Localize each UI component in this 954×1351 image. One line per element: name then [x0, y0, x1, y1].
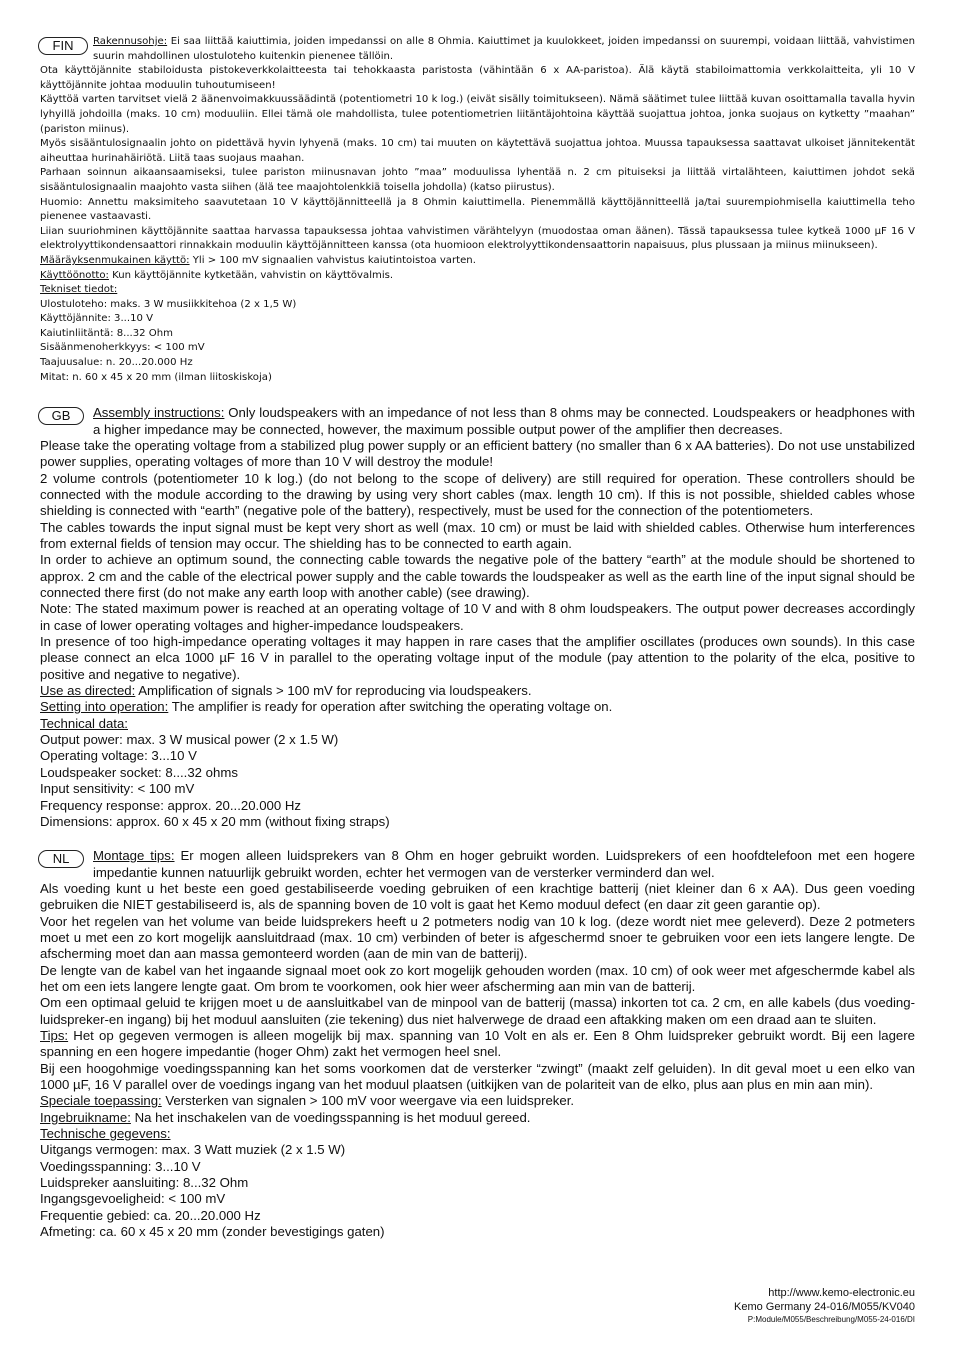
paragraph: Huomio: Annettu maksimiteho saavutetaan 10 V käyttöjännitteellä ja 8 Ohmin kaiuttimella. Pienemmällä käyttöjännitteellä ja/tai suurempiohmisella kaiuttimella teho pienenee vastaavasti.: [40, 196, 915, 223]
paragraph: Myös sisääntulosignaalin johto on pidettävä hyvin lyhyenä (maks. 10 cm) tai muuten on käytettävä suojattua johtoa. Muussa tapauksessa saattavat ulkoiset jännitekentät aiheuttaa hurinahäiriötä. Liitä taas suojaus maahan.: [40, 138, 915, 164]
tech-line: Voedingsspanning: 3...10 V: [40, 1158, 201, 1174]
tech-line: Taajuusalue: n. 20...20.000 Hz: [40, 357, 193, 369]
paragraph: [40, 1110, 915, 1126]
footer-company: Kemo Germany 24-016/M055/KV040: [734, 1301, 915, 1313]
paragraph-text: Only loudspeakers with an impedance of not less than 8 ohms may be connected. Loudspeakers or headphones with a higher impedance may be connected, however, the maximum possible output power of the amplifier then decreases.: [93, 405, 916, 437]
language-badge-fin: FIN: [38, 37, 88, 55]
paragraph: Note: The stated maximum power is reached at an operating voltage of 10 V and with 8 ohm loudspeakers. The output power decreases accordingly in case of lower operating voltages and higher-impedance loudspeakers.: [40, 601, 915, 633]
heading-label: Ingebruikname:: [40, 1109, 131, 1125]
tech-line: Ulostuloteho: maks. 3 W musiikkitehoa (2 x 1,5 W): [40, 298, 297, 310]
paragraph-text: Na het inschakelen van de voedingsspanning is het moduul gereed.: [130, 1109, 531, 1125]
tech-line: Luidspreker aansluiting: 8...32 Ohm: [40, 1175, 249, 1191]
paragraph: Ota käyttöjännite stabiloidusta pistokeverkkolaitteesta tai tehokkaasta paristosta (vähintään 6 x AA-paristoa). Älä käytä stabiloimattomia verkkolaitteita, yli 10 V käyttöjännite johtaa moduulin tuhoutumiseen!: [40, 65, 915, 91]
paragraph-text: Het op gegeven vermogen is alleen mogelijk bij max. spanning van 10 Volt en als er. Een 8 Ohm luidspreker gebruikt wordt. Bij een lagere spanning en een hogere impedantie (hoger Ohm) zakt het vermogen heel snel.: [40, 1027, 915, 1060]
paragraph: [40, 1028, 915, 1061]
document-page: [40, 35, 915, 1240]
heading-label: Assembly instructions:: [93, 405, 225, 421]
heading-label: Rakennusohje:: [93, 36, 168, 47]
tech-line: Mitat: n. 60 x 45 x 20 mm (ilman liitoskiskoja): [40, 371, 272, 383]
paragraph: [40, 1093, 915, 1109]
footer-path: P:Module/M055/Beschreibung/M055-24-016/DI: [747, 1315, 915, 1324]
heading-label: Määräyksenmukainen käyttö:: [40, 254, 190, 266]
paragraph-text: Versterken van signalen > 100 mV voor weergave via een luidspreker.: [161, 1093, 575, 1109]
tech-line: Output power: max. 3 W musical power (2 x 1.5 W): [40, 732, 339, 748]
paragraph: [40, 683, 915, 699]
tech-heading: Tekniset tiedot:: [40, 284, 118, 296]
paragraph: [40, 35, 915, 64]
paragraph: In presence of too high-impedance operating voltages it may happen in rare cases that the amplifier oscillates (produces own sounds). In this case please connect an elca 1000 µF 16 V in parallel to the operating voltage input of the module (pay attention to the polarity of the elca, positive to positive and negative to negative).: [40, 634, 915, 682]
tech-line: Afmeting: ca. 60 x 45 x 20 mm (zonder bevestigings gaten): [40, 1224, 385, 1240]
paragraph: [40, 848, 915, 881]
heading-label: Speciale toepassing:: [40, 1093, 162, 1109]
paragraph: De lengte van de kabel van het ingaande signaal moet ook zo kort mogelijk gehouden worden (max. 10 cm) of ook weer met afgeschermde kabel als het om een iets langere lengte gaat. Om brom te voorkomen, ook hier weer afscherming aan min van de batterij.: [40, 962, 915, 994]
tech-line: Input sensitivity: < 100 mV: [40, 781, 195, 797]
paragraph: In order to achieve an optimum sound, the connecting cable towards the negative pole of the battery “earth” at the module should be shortened to approx. 2 cm and the cable of the electrical power supply and the cable towards the loudspeaker as well as the earth line of the input signal should be connected there first (do not make any earth loop with another cable) (see drawing).: [40, 552, 915, 601]
paragraph: Please take the operating voltage from a stabilized plug power supply or an efficient battery (no smaller than 6 x AA batteries). Do not use unstabilized power supplies, operating voltages of more than 10 V will destroy the module!: [40, 437, 915, 470]
paragraph: The cables towards the input signal must be kept very short as well (max. 10 cm) or must be laid with shielded cables. Otherwise hum interferences from external fields of tension may occur. The shielding has to be connected to earth again.: [40, 519, 915, 551]
paragraph: [40, 699, 915, 715]
paragraph-text: Amplification of signals > 100 mV for reproducing via loudspeakers.: [135, 683, 532, 699]
heading-label: Use as directed:: [40, 683, 136, 699]
paragraph-text: Ei saa liittää kaiuttimia, joiden impedanssi on alle 8 Ohmia. Kaiuttimet ja kuulokkeet, joiden impedanssi on suurempi, voidaan liittää, vahvistimen suurin mahdollinen ulostuloteho kuitenkin pienenee tällöin.: [93, 36, 915, 62]
tech-line: Kaiutinliitäntä: 8...32 Ohm: [40, 327, 173, 339]
language-badge-nl: NL: [38, 850, 84, 868]
paragraph: Parhaan soinnun aikaansaamiseksi, tulee pariston miinusnavan johto ”maa” moduulissa lyhentää n. 2 cm pituiseksi ja liittää virtalähteen, kaiuttimen johdot sekä sisääntulosignaalin maajohto vasta siihen (älä tee maajohtolenkkiä toisella johdolla) (katso piirustus).: [40, 167, 915, 193]
heading-label: Montage tips:: [93, 848, 175, 864]
paragraph-text: Yli > 100 mV signaalien vahvistus kaiutintoistoa varten.: [189, 254, 476, 266]
paragraph: Als voeding kunt u het beste een goed gestabiliseerde voeding gebruiken of een krachtige batterij (niet kleiner dan 6 x AA). Dus geen voeding gebruiken die NIET gestabiliseerd is, als de spanning boven de 10 volt is gaat het Kemo moduul defect (en daar zit geen garantie op).: [40, 880, 915, 913]
tech-line: Uitgangs vermogen: max. 3 Watt muziek (2 x 1.5 W): [40, 1142, 346, 1158]
tech-heading: Technical data:: [40, 715, 128, 731]
paragraph-text: Er mogen alleen luidsprekers van 8 Ohm en hoger gebruikt worden. Luidsprekers of een hoofdtelefoon met een hogere impedantie kunnen natuurlijk gebruikt worden, echter het vermogen van de versterker verminderd dan wel.: [93, 848, 915, 880]
paragraph: Liian suuriohminen käyttöjännite saattaa harvassa tapauksessa johtaa vahvistimen värähtelyyn (muodostaa oman äänen). Tässä tapauksessa tulee kytkeä 1000 µF 16 V elektrolyyttikondensaattori rinnakkain moduulin käyttöjännitteen kanssa (ota huomioon elektrolyyttikondensaattorin napaisuus, plus plussaan ja miinus miinukseen).: [40, 225, 915, 252]
language-badge-gb: GB: [38, 407, 84, 425]
tech-line: Käyttöjännite: 3...10 V: [40, 313, 154, 325]
paragraph: Käyttöä varten tarvitset vielä 2 äänenvoimakkuussäädintä (potentiometri 10 k log.) (eivät sisälly toimitukseen). Nämä säätimet tulee liittää kuvan osoittamalla tavalla hyvin lyhyillä johdoilla (maks. 10 cm) moduuliin. Ellei tämä ole mahdollista, tulee potentiometrien liitäntäjohtoina käyttää suojattua johtoa, jonka suojaus on kytketty ”maahan” (pariston miinus).: [40, 94, 915, 135]
paragraph: Bij een hoogohmige voedingsspanning kan het soms voorkomen dat de versterker “zwingt” (maakt zelf geluiden). In dit geval moet u een elko van 1000 µF, 16 V parallel over de voedings ingang van het moduul plaatsen (uitkijken van de polariteit van de elko, plus aan plus en min aan min).: [40, 1060, 915, 1092]
footer: [734, 1286, 915, 1326]
tech-line: Dimensions: approx. 60 x 45 x 20 mm (without fixing straps): [40, 813, 390, 829]
tech-line: Frequency response: approx. 20...20.000 Hz: [40, 797, 301, 813]
tech-line: Loudspeaker socket: 8....32 ohms: [40, 764, 238, 780]
paragraph: [40, 405, 915, 438]
paragraph: [40, 254, 915, 269]
heading-label: Käyttöönotto:: [40, 269, 109, 281]
paragraph-text: Kun käyttöjännite kytketään, vahvistin on käyttövalmis.: [108, 269, 394, 281]
footer-url: http://www.kemo-electronic.eu: [768, 1287, 915, 1299]
paragraph: Voor het regelen van het volume van beide luidsprekers heeft u 2 potmeters nodig van 10 k log. (deze wordt niet mee geleverd). Deze 2 potmeters moet u met een zo kort mogelijk aansluitdraad (max. 10 cm) verbinden of beter is afgeschermd snoer te gebruiken voor een iets langere lengte. De afscherming moet dan aan massa gemonteerd worden (aan de min van de batterij).: [40, 913, 915, 962]
paragraph: Om een optimaal geluid te krijgen moet u de aansluitkabel van de minpool van de batterij (massa) inkorten tot ca. 2 cm, en alle kabels (dus voeding-luidspreker-en ingang) bij het moduul aansluiten (zie tekening) dus niet halverwege de draad een aftakking maken om een draad aan te sluiten.: [40, 995, 915, 1027]
section-dutch: [40, 848, 915, 1240]
paragraph: [40, 269, 915, 284]
paragraph: 2 volume controls (potentiometer 10 k log.) (do not belong to the scope of delivery) are still required for operation. These controllers should be connected with the module according to the drawing by using very short cables (max. length 10 cm). If this is not possible, shielded cables whose shielding is connected with “earth” (negative pole of the battery), respectively, must be used for the connection of the potentiometers.: [40, 470, 915, 519]
tech-line: Ingangsgevoeligheid: < 100 mV: [40, 1191, 226, 1207]
heading-label: Tips:: [40, 1027, 69, 1043]
heading-label: Setting into operation:: [40, 699, 169, 715]
paragraph-text: The amplifier is ready for operation after switching the operating voltage on.: [168, 699, 613, 715]
section-finnish: [40, 35, 915, 385]
tech-line: Operating voltage: 3...10 V: [40, 748, 197, 764]
section-english: [40, 405, 915, 830]
tech-line: Frequentie gebied: ca. 20...20.000 Hz: [40, 1207, 261, 1223]
tech-heading: Technische gegevens:: [40, 1126, 171, 1142]
tech-line: Sisäänmenoherkkyys: < 100 mV: [40, 342, 205, 354]
